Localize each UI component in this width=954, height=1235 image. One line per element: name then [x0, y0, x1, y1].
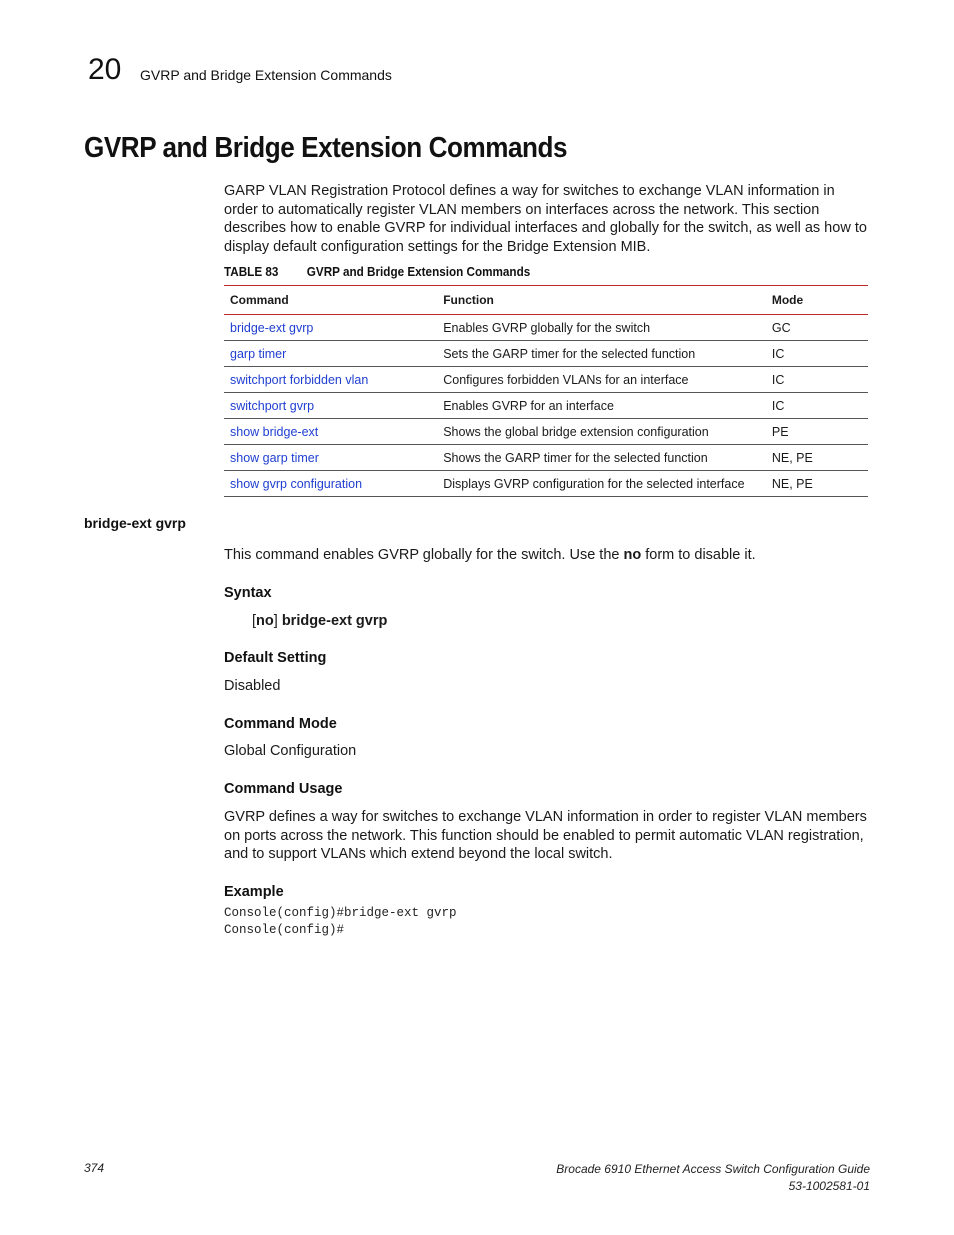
table-row	[224, 341, 868, 367]
footer-doc-info	[556, 1161, 870, 1195]
table-label: TABLE 83	[224, 264, 279, 279]
function-cell: Shows the global bridge extension configuration	[437, 419, 766, 445]
mode-cell: GC	[766, 315, 868, 341]
function-cell: Sets the GARP timer for the selected function	[437, 341, 766, 367]
doc-number: 53-1002581-01	[788, 1179, 870, 1193]
syntax-bracket-open: [	[252, 613, 257, 629]
table-header-row	[224, 286, 868, 315]
mode-cell: IC	[766, 367, 868, 393]
chapter-number: 20	[88, 53, 122, 86]
command-link[interactable]: garp timer	[224, 341, 437, 367]
command-link[interactable]: show gvrp configuration	[224, 471, 437, 497]
example-code: Console(config)#bridge-ext gvrp Console(config)#	[224, 906, 457, 937]
running-header-title: GVRP and Bridge Extension Commands	[140, 67, 392, 83]
description-text: This command enables GVRP globally for the switch. Use the	[224, 547, 624, 563]
intro-paragraph: GARP VLAN Registration Protocol defines a way for switches to exchange VLAN information in order to automatically register VLAN members on interfaces across the network. This section describes how to enable GVRP for individual interfaces and globally for the switch, as well as how to display default configuration settings for the Bridge Extension MIB.	[224, 183, 867, 255]
function-cell: Enables GVRP for an interface	[437, 393, 766, 419]
mode-value: Global Configuration	[224, 743, 357, 759]
mode-cell: NE, PE	[766, 445, 868, 471]
table-row	[224, 393, 868, 419]
command-link[interactable]: switchport forbidden vlan	[224, 367, 437, 393]
header-mode: Mode	[766, 286, 868, 315]
command-link[interactable]: bridge-ext gvrp	[224, 315, 437, 341]
table-row	[224, 315, 868, 341]
doc-title: Brocade 6910 Ethernet Access Switch Configuration Guide	[556, 1162, 870, 1176]
function-cell: Configures forbidden VLANs for an interface	[437, 367, 766, 393]
syntax-heading: Syntax	[224, 585, 272, 601]
header-command: Command	[224, 286, 437, 315]
table-row	[224, 367, 868, 393]
syntax-line	[252, 612, 900, 631]
header-function: Function	[437, 286, 766, 315]
command-heading: bridge-ext gvrp	[84, 515, 186, 531]
table-caption	[224, 263, 530, 281]
mode-heading: Command Mode	[224, 716, 337, 732]
table-row	[224, 445, 868, 471]
syntax-no-keyword: no	[256, 613, 274, 629]
default-value: Disabled	[224, 678, 281, 694]
function-cell: Enables GVRP globally for the switch	[437, 315, 766, 341]
function-cell: Shows the GARP timer for the selected function	[437, 445, 766, 471]
command-link[interactable]: switchport gvrp	[224, 393, 437, 419]
function-cell: Displays GVRP configuration for the selected interface	[437, 471, 766, 497]
description-text-end: form to disable it.	[641, 547, 756, 563]
table-title: GVRP and Bridge Extension Commands	[306, 264, 531, 279]
no-keyword: no	[623, 547, 642, 563]
usage-heading: Command Usage	[224, 781, 343, 797]
mode-cell: IC	[766, 341, 868, 367]
commands-table	[224, 285, 868, 497]
example-heading: Example	[224, 884, 284, 900]
mode-cell: IC	[766, 393, 868, 419]
table-row	[224, 471, 868, 497]
section-title: GVRP and Bridge Extension Commands	[84, 132, 568, 164]
mode-cell: PE	[766, 419, 868, 445]
command-description	[224, 546, 872, 565]
table-row	[224, 419, 868, 445]
syntax-command: bridge-ext gvrp	[281, 613, 388, 629]
mode-cell: NE, PE	[766, 471, 868, 497]
command-link[interactable]: show garp timer	[224, 445, 437, 471]
page-number: 374	[84, 1161, 105, 1175]
syntax-bracket-close: ]	[273, 613, 282, 629]
default-heading: Default Setting	[224, 650, 327, 666]
command-link[interactable]: show bridge-ext	[224, 419, 437, 445]
usage-text: GVRP defines a way for switches to exchange VLAN information in order to register VLAN members on ports across the network. This function should be enabled to permit automatic VLAN registration, and to support VLANs which extend beyond the local switch.	[224, 809, 867, 862]
